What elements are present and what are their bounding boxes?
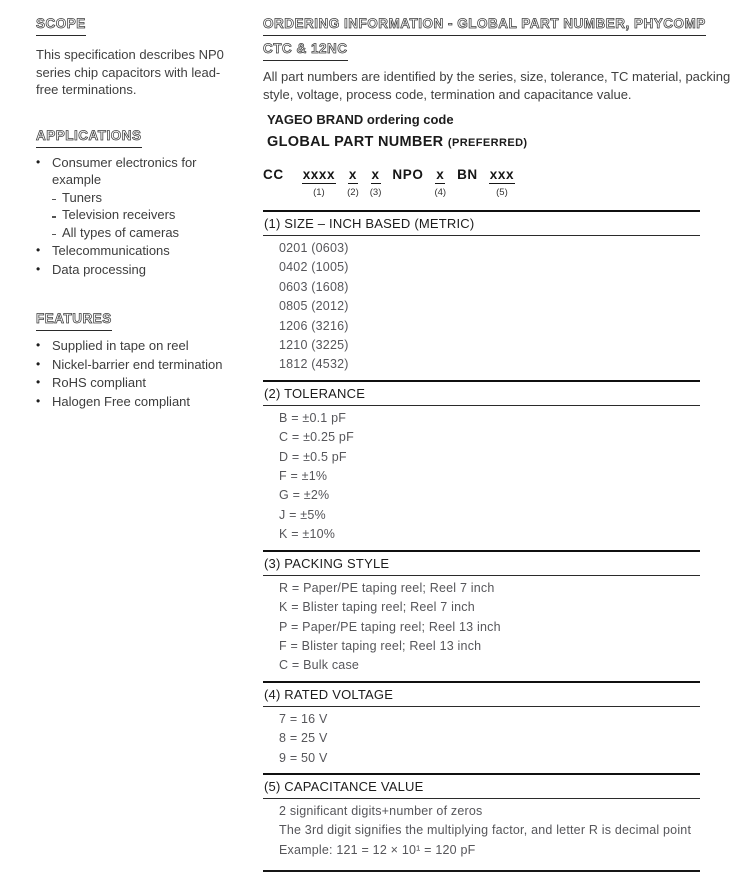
pn-code: BN bbox=[457, 167, 478, 182]
section-item: 0402 (1005) bbox=[279, 260, 349, 275]
scope-body: This specification describes NP0 series chip capacitors with lead-free terminations. bbox=[36, 47, 224, 97]
list-item bbox=[36, 337, 248, 355]
pn-segment bbox=[489, 167, 515, 198]
pn-code: x bbox=[371, 167, 380, 182]
features-section bbox=[36, 309, 248, 410]
section-item: 9 = 50 V bbox=[279, 750, 328, 765]
section-item: J = ±5% bbox=[279, 507, 326, 522]
section-item: K = Blister taping reel; Reel 7 inch bbox=[279, 600, 475, 615]
pn-segment bbox=[263, 167, 284, 198]
section-item: 1210 (3225) bbox=[279, 338, 349, 353]
pn-segment bbox=[457, 167, 478, 198]
section-item: 0201 (0603) bbox=[279, 241, 349, 255]
section-item: R = Paper/PE taping reel; Reel 7 inch bbox=[279, 580, 495, 595]
brand-ordering-code-line: YAGEO BRAND ordering code bbox=[267, 112, 454, 127]
pn-segment bbox=[347, 167, 359, 198]
section-item: 2 significant digits+number of zeros bbox=[279, 803, 483, 818]
section-title: (2) TOLERANCE bbox=[264, 385, 366, 401]
sub-list-item-label: All types of cameras bbox=[62, 224, 180, 240]
sub-list-item bbox=[52, 206, 248, 224]
ordering-heading-line1-text: ORDERING INFORMATION - GLOBAL PART NUMBER, PHYCOMP bbox=[263, 14, 706, 36]
pn-segment bbox=[392, 167, 423, 198]
sub-list-item bbox=[52, 189, 248, 207]
sub-list-item-label: Tuners bbox=[62, 189, 102, 205]
section-item: D = ±0.5 pF bbox=[279, 449, 347, 464]
pn-position-label: (2) bbox=[347, 187, 359, 198]
list-item-label: Halogen Free compliant bbox=[52, 393, 191, 409]
sub-list-item-label: Television receivers bbox=[62, 207, 176, 222]
scope-heading-text: SCOPE bbox=[36, 14, 86, 36]
section-packing-style bbox=[263, 550, 735, 681]
section-item: 7 = 16 V bbox=[279, 711, 328, 726]
features-heading bbox=[36, 309, 248, 331]
bullet-icon: • bbox=[36, 243, 41, 257]
section-bottom-rule bbox=[263, 870, 700, 872]
section-item: C = ±0.25 pF bbox=[279, 430, 354, 445]
section-item: Example: 121 = 12 × 10¹ = 120 pF bbox=[279, 842, 476, 857]
pn-segment bbox=[434, 167, 446, 198]
features-heading-text: FEATURES bbox=[36, 309, 112, 331]
applications-sublist bbox=[52, 189, 248, 242]
dash-bullet-icon bbox=[52, 224, 62, 242]
list-item-label: Supplied in tape on reel bbox=[52, 338, 189, 353]
section-item-list bbox=[263, 576, 735, 681]
section-capacitance-value bbox=[263, 773, 735, 872]
pn-code: xxx bbox=[489, 167, 515, 182]
pn-position-label: (5) bbox=[496, 187, 508, 198]
bullet-icon: • bbox=[36, 375, 41, 389]
section-item: F = Blister taping reel; Reel 13 inch bbox=[279, 638, 482, 653]
pn-code: CC bbox=[263, 167, 284, 182]
section-item: F = ±1% bbox=[279, 469, 328, 484]
section-item: The 3rd digit signifies the multiplying factor, and letter R is decimal point bbox=[279, 823, 692, 838]
pn-code: NPO bbox=[392, 167, 424, 182]
global-part-number-line bbox=[267, 133, 735, 151]
section-title: (5) CAPACITANCE VALUE bbox=[264, 778, 424, 794]
ordering-heading-line2 bbox=[263, 39, 735, 61]
features-list bbox=[36, 337, 248, 410]
section-item-list bbox=[263, 406, 735, 550]
list-item bbox=[36, 261, 248, 279]
list-item bbox=[36, 356, 248, 374]
scope-heading bbox=[36, 14, 248, 36]
section-item-list bbox=[263, 707, 735, 773]
dash-bullet-icon bbox=[52, 206, 62, 224]
section-item-list bbox=[263, 799, 735, 865]
list-item bbox=[36, 393, 248, 411]
list-item-label: RoHS compliant bbox=[52, 375, 146, 390]
section-size bbox=[263, 210, 735, 380]
list-item-label: Nickel-barrier end termination bbox=[52, 356, 223, 372]
section-item: P = Paper/PE taping reel; Reel 13 inch bbox=[279, 619, 501, 634]
section-item: 0805 (2012) bbox=[279, 299, 349, 314]
gpn-title: GLOBAL PART NUMBER bbox=[267, 134, 444, 150]
pn-code: x bbox=[436, 167, 445, 182]
part-number-diagram bbox=[263, 167, 735, 198]
section-rated-voltage bbox=[263, 681, 735, 773]
bullet-icon: • bbox=[36, 356, 41, 371]
section-item: 1206 (3216) bbox=[279, 318, 349, 333]
pn-position-label: (4) bbox=[434, 187, 447, 198]
gpn-preferred-suffix: (PREFERRED) bbox=[447, 137, 528, 149]
bullet-icon: • bbox=[36, 393, 41, 408]
bullet-icon: • bbox=[36, 261, 41, 276]
section-title: (4) RATED VOLTAGE bbox=[264, 686, 394, 702]
pn-segment bbox=[302, 167, 336, 198]
section-item: B = ±0.1 pF bbox=[279, 410, 347, 425]
ordering-heading-line2-text: CTC & 12NC bbox=[263, 39, 348, 61]
ordering-intro-paragraph: All part numbers are identified by the series, size, tolerance, TC material, packing style, voltage, process code, termination and capacitance value. bbox=[263, 69, 731, 102]
section-item: 1812 (4532) bbox=[279, 357, 349, 372]
applications-heading bbox=[36, 126, 248, 148]
sub-list-item bbox=[52, 224, 248, 242]
applications-section bbox=[36, 126, 248, 279]
list-item-label: Data processing bbox=[52, 261, 146, 277]
section-item: 8 = 25 V bbox=[279, 731, 328, 746]
section-title: (1) SIZE – INCH BASED (METRIC) bbox=[264, 216, 475, 231]
section-item: G = ±2% bbox=[279, 488, 330, 503]
section-item: C = Bulk case bbox=[279, 658, 360, 673]
dash-bullet-icon bbox=[52, 189, 62, 207]
pn-segment bbox=[370, 167, 382, 198]
section-item-list bbox=[263, 236, 735, 380]
pn-position-label: (3) bbox=[369, 187, 382, 198]
list-item bbox=[36, 374, 248, 392]
section-item: 0603 (1608) bbox=[279, 279, 349, 294]
pn-position-label: (1) bbox=[313, 187, 325, 198]
section-tolerance bbox=[263, 380, 735, 550]
list-item bbox=[36, 242, 248, 260]
pn-code: x bbox=[348, 167, 357, 182]
list-item-label: Consumer electronics for example bbox=[52, 154, 197, 187]
applications-list bbox=[36, 154, 248, 279]
section-title: (3) PACKING STYLE bbox=[264, 555, 390, 571]
scope-section bbox=[36, 14, 248, 99]
section-item: K = ±10% bbox=[279, 527, 336, 542]
pn-code: xxxx bbox=[302, 167, 336, 182]
bullet-icon: • bbox=[36, 338, 41, 352]
bullet-icon: • bbox=[36, 154, 41, 169]
right-column bbox=[263, 14, 735, 872]
list-item bbox=[36, 154, 248, 189]
list-item-label: Telecommunications bbox=[52, 243, 170, 258]
applications-heading-text: APPLICATIONS bbox=[36, 126, 142, 148]
left-column bbox=[36, 14, 248, 872]
ordering-sections bbox=[263, 210, 735, 872]
ordering-heading-line1 bbox=[263, 14, 735, 36]
